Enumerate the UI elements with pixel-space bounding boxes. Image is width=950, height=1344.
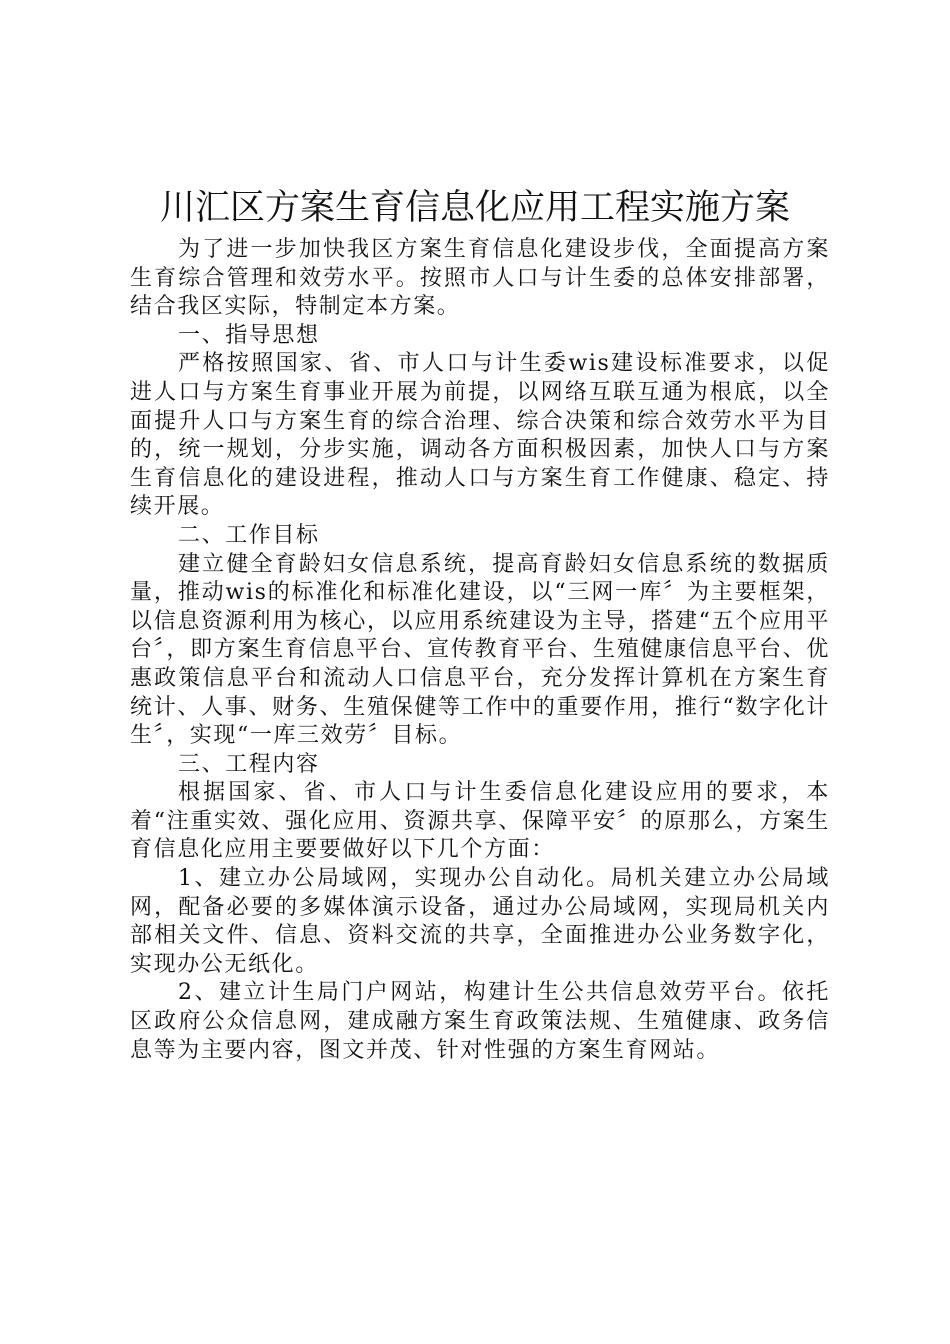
document-body [130,236,830,1065]
document-title: 川汇区方案生育信息化应用工程实施方案 [159,188,790,228]
guiding-thought-paragraph: 严格按照国家、省、市人口与计生委wis建设标准要求，以促进人口与方案生育事业开展为前提，以网络互联互通为根底，以全面提升人口与方案生育的综合治理、综合决策和综合效劳水平为目的，统一规划，分步实施，调动各方面积极因素，加快人口与方案生育信息化的建设进程，推动人口与方案生育工作健康、稳定、持续开展。 [130,351,830,520]
item-1-paragraph: 1、建立办公局域网，实现办公自动化。局机关建立办公局域网，配备必要的多媒体演示设备，通过办公局域网，实现局机关内部相关文件、信息、资料交流的共享，全面推进办公业务数字化，实现办公无纸化。 [130,866,830,977]
item-2-paragraph: 2、建立计生局门户网站，构建计生公共信息效劳平台。依托区政府公众信息网，建成融方案生育政策法规、生殖健康、政务信息等为主要内容，图文并茂、针对性强的方案生育网站。 [130,980,830,1063]
section-heading-guiding-thought: 一、指导思想 [178,322,320,348]
project-content-paragraph: 根据国家、省、市人口与计生委信息化建设应用的要求，本着“注重实效、强化应用、资源共享、保障平安〞的原那么，方案生育信息化应用主要要做好以下几个方面： [130,780,830,863]
section-heading-project-content: 三、工程内容 [178,751,320,777]
section-heading-work-goals: 二、工作目标 [178,522,320,548]
work-goals-paragraph: 建立健全育龄妇女信息系统，提高育龄妇女信息系统的数据质量，推动wis的标准化和标准化建设，以“三网一库〞为主要框架，以信息资源利用为核心，以应用系统建设为主导，搭建“五个应用平台〞，即方案生育信息平台、宣传教育平台、生殖健康信息平台、优惠政策信息平台和流动人口信息平台，充分发挥计算机在方案生育统计、人事、财务、生殖保健等工作中的重要作用，推行“数字化计生〞，实现“一库三效劳〞目标。 [130,551,830,749]
intro-paragraph: 为了进一步加快我区方案生育信息化建设步伐，全面提高方案生育综合管理和效劳水平。按照市人口与计生委的总体安排部署，结合我区实际，特制定本方案。 [130,237,830,320]
